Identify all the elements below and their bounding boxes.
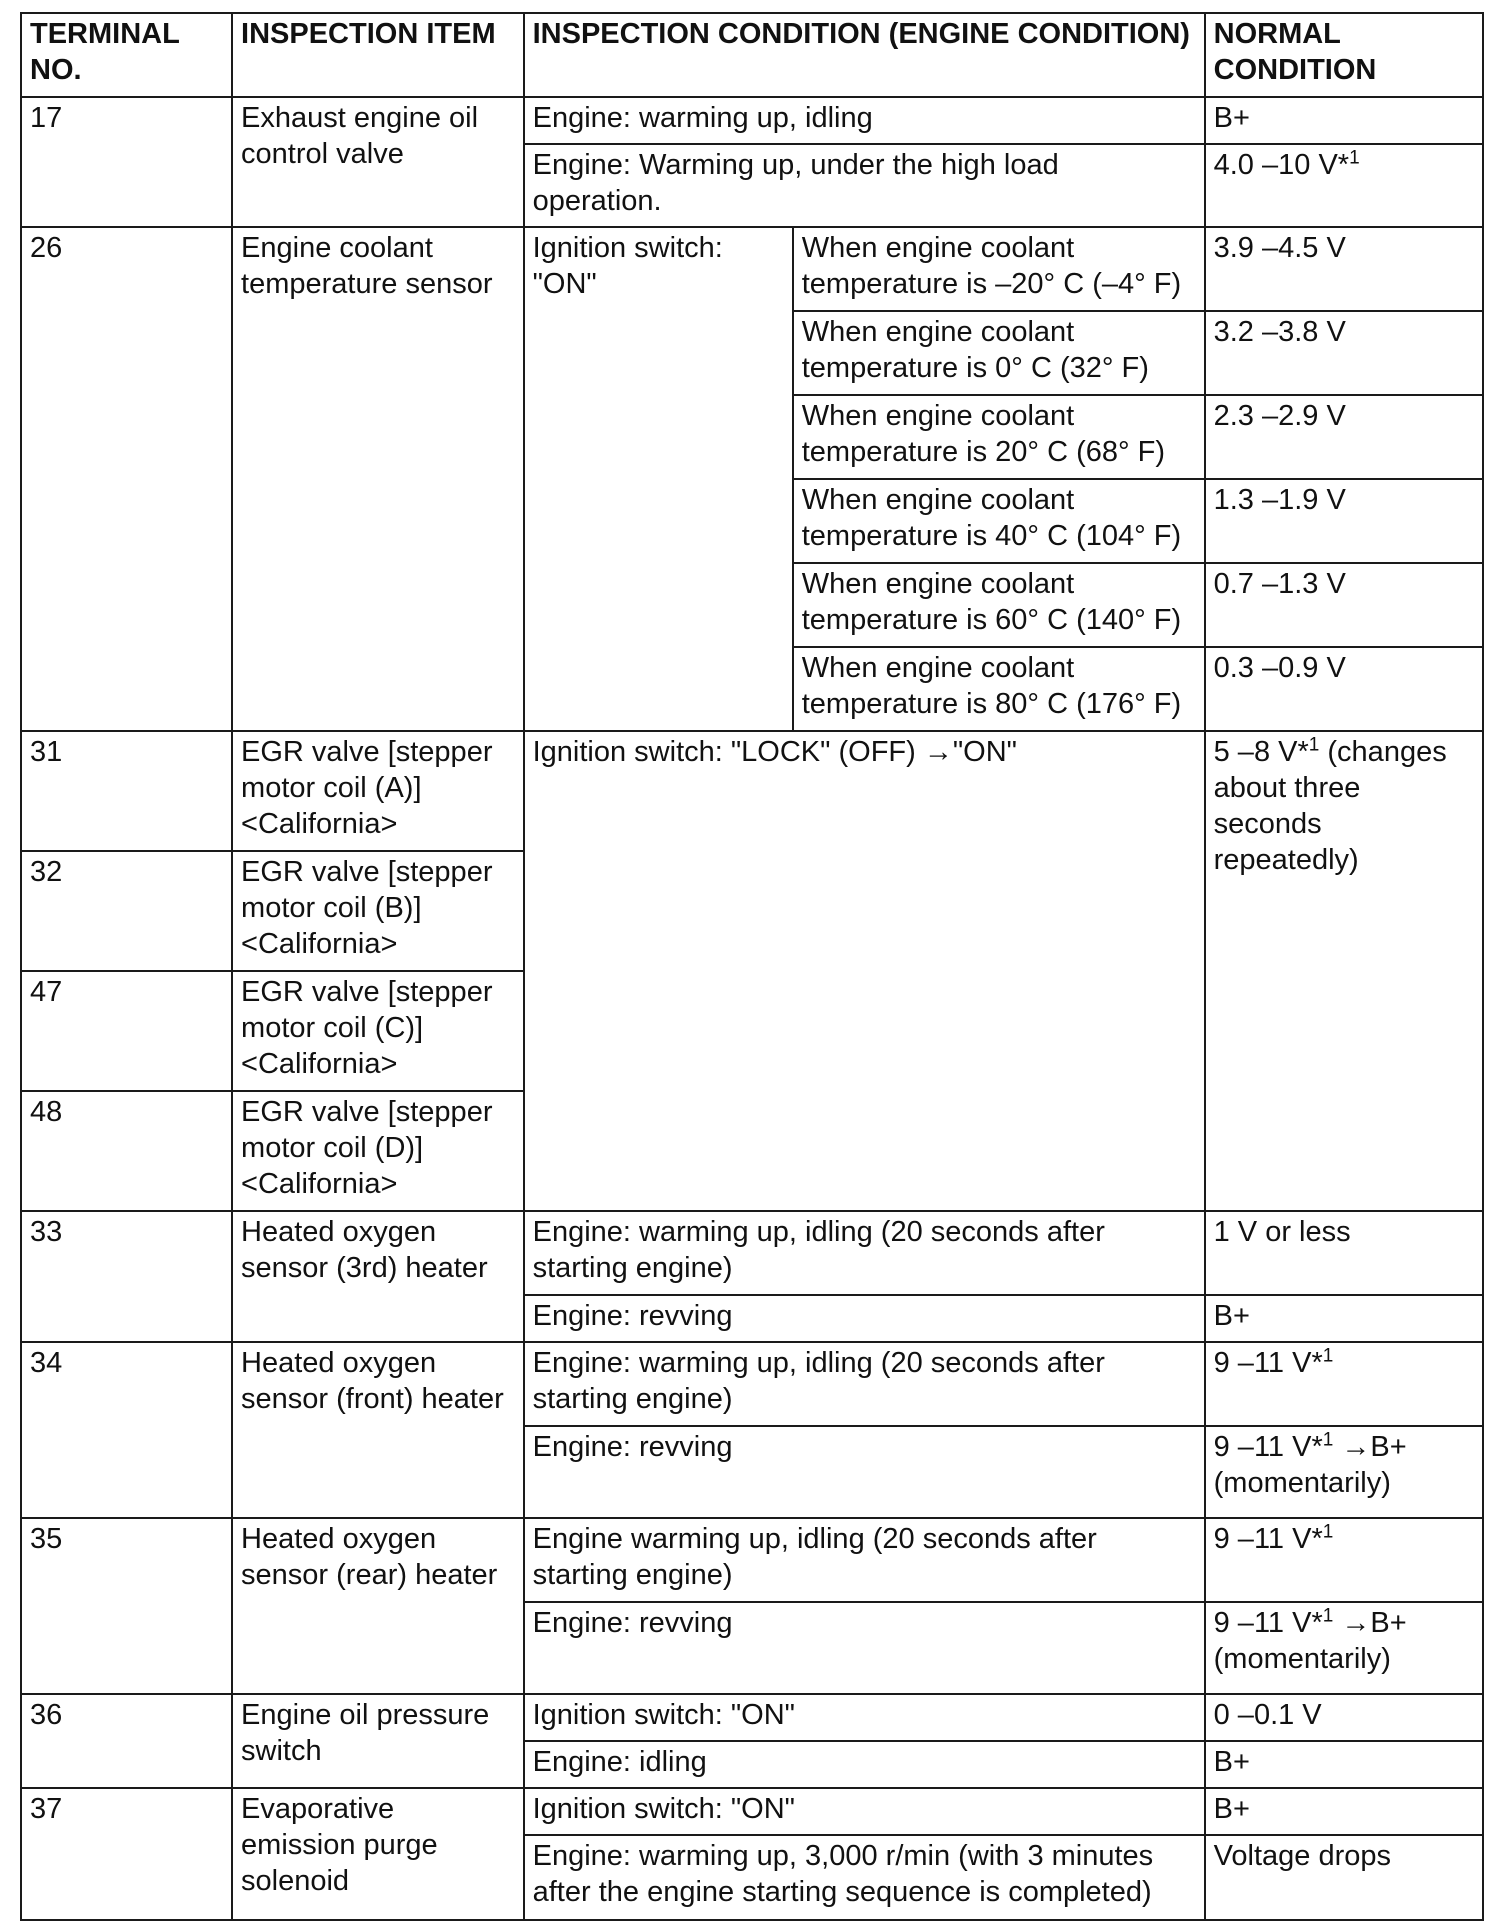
- condition-cell: Engine: revving: [524, 1602, 1205, 1694]
- condition-cell: Ignition switch: "ON": [524, 1788, 1205, 1835]
- condition-cell: Engine: warming up, idling (20 seconds after starting engine): [524, 1342, 1205, 1426]
- normal-condition-cell: B+: [1205, 1741, 1483, 1788]
- normal-condition-cell: [1205, 1602, 1483, 1694]
- inspection-item-cell: Heated oxygen sensor (front) heater: [232, 1342, 524, 1518]
- header-normal-condition: NORMAL CONDITION: [1205, 13, 1483, 97]
- table-row: [21, 1211, 1483, 1295]
- terminal-no-cell: 26: [21, 227, 232, 731]
- normal-condition-cell: 1.3 –1.9 V: [1205, 479, 1483, 563]
- sub-condition-cell: When engine coolant temperature is 80° C (176° F): [793, 647, 1205, 731]
- normal-condition-cell: 3.2 –3.8 V: [1205, 311, 1483, 395]
- inspection-item-cell: Engine coolant temperature sensor: [232, 227, 524, 731]
- inspection-item-cell: Evaporative emission purge solenoid: [232, 1788, 524, 1920]
- header-inspection-item: INSPECTION ITEM: [232, 13, 524, 97]
- condition-cell: Engine: revving: [524, 1295, 1205, 1342]
- normal-condition-cell: [1205, 1518, 1483, 1602]
- inspection-item-cell: Engine oil pressure switch: [232, 1694, 524, 1788]
- terminal-no-cell: 31: [21, 731, 232, 851]
- normal-condition-cell: 0.3 –0.9 V: [1205, 647, 1483, 731]
- condition-cell: Engine: revving: [524, 1426, 1205, 1518]
- condition-cell: Ignition switch: "ON": [524, 227, 793, 731]
- terminal-no-cell: 36: [21, 1694, 232, 1788]
- normal-condition-cell: [1205, 1426, 1483, 1518]
- normal-note: →B+ (momentarily): [1213, 1607, 1407, 1675]
- header-row: [21, 13, 1483, 97]
- sub-condition-cell: When engine coolant temperature is 60° C (140° F): [793, 563, 1205, 647]
- normal-condition-cell: B+: [1205, 1295, 1483, 1342]
- normal-condition-cell: [1205, 731, 1483, 1211]
- normal-condition-cell: 0 –0.1 V: [1205, 1694, 1483, 1741]
- sub-condition-cell: When engine coolant temperature is 20° C (68° F): [793, 395, 1205, 479]
- footnote-marker: 1: [1322, 1429, 1334, 1451]
- inspection-item-cell: EGR valve [stepper motor coil (D)] <California>: [232, 1091, 524, 1211]
- table-row: [21, 731, 1483, 851]
- header-terminal-no: TERMINAL NO.: [21, 13, 232, 97]
- condition-cell: Engine: warming up, idling: [524, 97, 1205, 144]
- normal-value: 9 –11 V*: [1213, 1523, 1323, 1555]
- sub-condition-cell: When engine coolant temperature is 0° C (32° F): [793, 311, 1205, 395]
- normal-condition-cell: 0.7 –1.3 V: [1205, 563, 1483, 647]
- normal-condition-cell: 3.9 –4.5 V: [1205, 227, 1483, 311]
- header-inspection-condition: INSPECTION CONDITION (ENGINE CONDITION): [524, 13, 1205, 97]
- terminal-no-cell: 17: [21, 97, 232, 227]
- table-row: [21, 97, 1483, 144]
- inspection-table: [20, 12, 1484, 1921]
- footnote-marker: 1: [1322, 1605, 1334, 1627]
- condition-cell: Engine warming up, idling (20 seconds after starting engine): [524, 1518, 1205, 1602]
- condition-cell: Engine: warming up, 3,000 r/min (with 3 minutes after the engine starting sequence is completed): [524, 1835, 1205, 1920]
- footnote-marker: 1: [1349, 147, 1360, 169]
- sub-condition-cell: When engine coolant temperature is –20° C (–4° F): [793, 227, 1205, 311]
- condition-cell: Ignition switch: "LOCK" (OFF) →"ON": [524, 731, 1205, 1211]
- terminal-no-cell: 32: [21, 851, 232, 971]
- normal-note: (changes about three seconds repeatedly): [1213, 736, 1447, 876]
- condition-cell: Engine: warming up, idling (20 seconds after starting engine): [524, 1211, 1205, 1295]
- inspection-item-cell: EGR valve [stepper motor coil (A)] <California>: [232, 731, 524, 851]
- normal-condition-cell: 1 V or less: [1205, 1211, 1483, 1295]
- normal-note: →B+ (momentarily): [1213, 1431, 1407, 1499]
- condition-cell: Engine: idling: [524, 1741, 1205, 1788]
- normal-condition-cell: B+: [1205, 1788, 1483, 1835]
- normal-value: 4.0 –10 V*: [1213, 149, 1350, 181]
- normal-value: 5 –8 V*: [1213, 736, 1309, 768]
- inspection-item-cell: EGR valve [stepper motor coil (B)] <California>: [232, 851, 524, 971]
- terminal-no-cell: 33: [21, 1211, 232, 1342]
- inspection-item-cell: EGR valve [stepper motor coil (C)] <California>: [232, 971, 524, 1091]
- normal-value: 9 –11 V*: [1213, 1347, 1323, 1379]
- terminal-no-cell: 48: [21, 1091, 232, 1211]
- table-row: [21, 227, 1483, 311]
- inspection-item-cell: Heated oxygen sensor (rear) heater: [232, 1518, 524, 1694]
- sub-condition-cell: When engine coolant temperature is 40° C (104° F): [793, 479, 1205, 563]
- condition-cell: Ignition switch: "ON": [524, 1694, 1205, 1741]
- table-row: [21, 1518, 1483, 1602]
- terminal-no-cell: 35: [21, 1518, 232, 1694]
- normal-value: 9 –11 V*: [1213, 1607, 1323, 1639]
- footnote-marker: 1: [1322, 1345, 1334, 1367]
- terminal-no-cell: 47: [21, 971, 232, 1091]
- inspection-item-cell: Heated oxygen sensor (3rd) heater: [232, 1211, 524, 1342]
- inspection-item-cell: Exhaust engine oil control valve: [232, 97, 524, 227]
- normal-value: 9 –11 V*: [1213, 1431, 1323, 1463]
- condition-cell: Engine: Warming up, under the high load operation.: [524, 144, 1205, 227]
- normal-condition-cell: Voltage drops: [1205, 1835, 1483, 1920]
- normal-condition-cell: [1205, 144, 1483, 227]
- terminal-no-cell: 34: [21, 1342, 232, 1518]
- terminal-no-cell: 37: [21, 1788, 232, 1920]
- footnote-marker: 1: [1308, 734, 1320, 756]
- normal-condition-cell: [1205, 1342, 1483, 1426]
- table-row: [21, 1788, 1483, 1835]
- normal-condition-cell: 2.3 –2.9 V: [1205, 395, 1483, 479]
- table-row: [21, 1342, 1483, 1426]
- table-row: [21, 1694, 1483, 1741]
- footnote-marker: 1: [1322, 1521, 1334, 1543]
- normal-condition-cell: B+: [1205, 97, 1483, 144]
